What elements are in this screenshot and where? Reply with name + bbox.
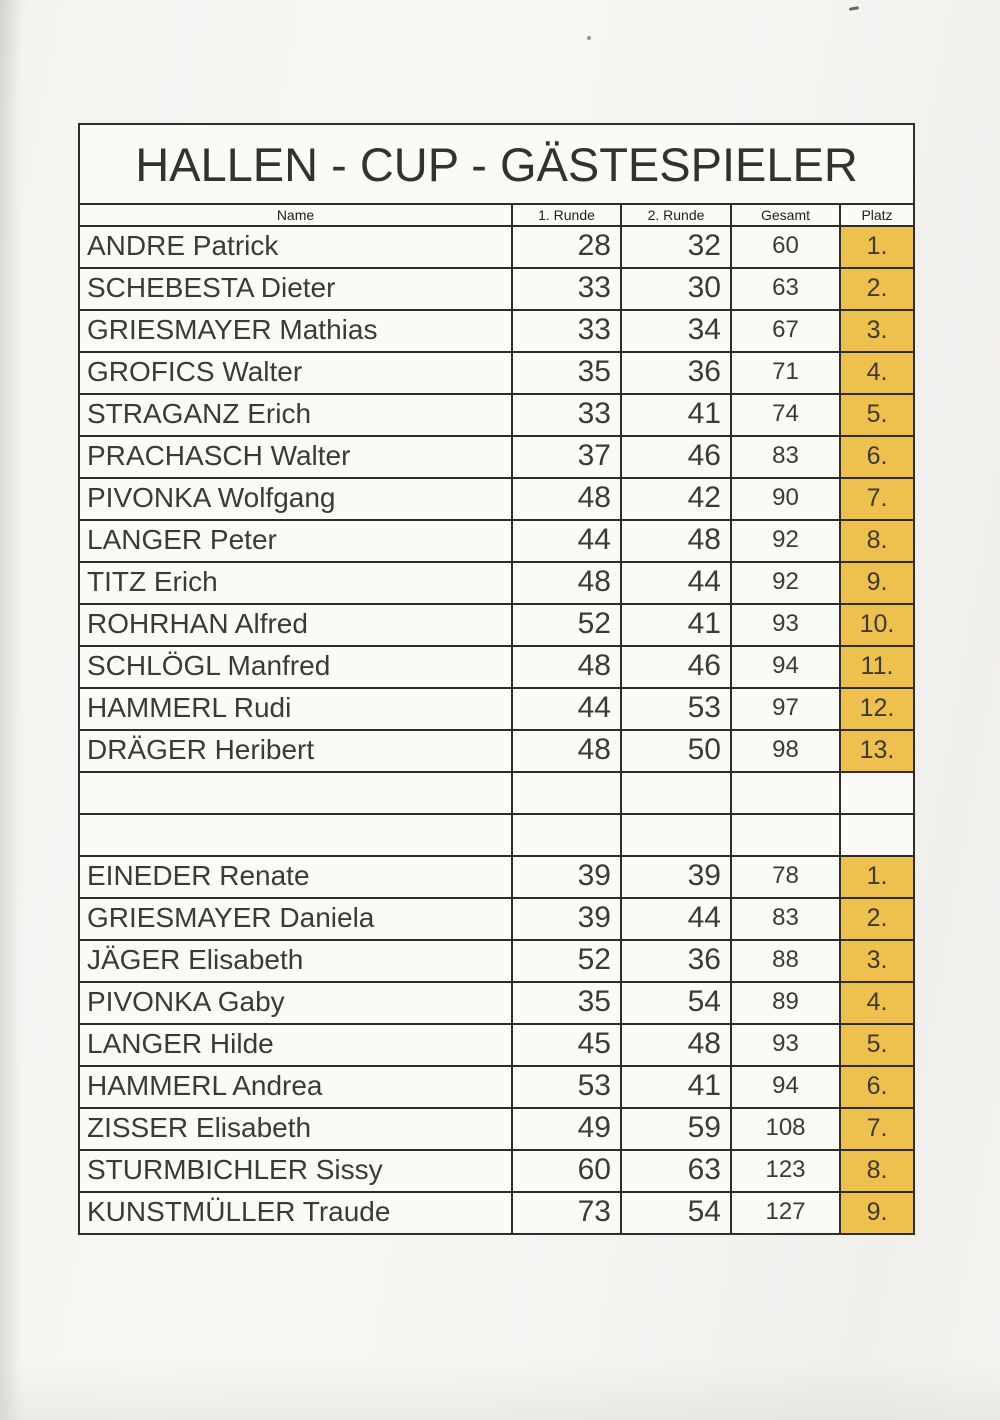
cell-r2: 53 (621, 688, 731, 730)
header-row (79, 204, 914, 226)
cell-total: 74 (731, 394, 840, 436)
column-header-runde2: 2. Runde (621, 204, 731, 226)
cell-r1: 35 (512, 352, 621, 394)
cell-r2: 44 (621, 562, 731, 604)
cell-empty (621, 814, 731, 856)
cell-total: 92 (731, 562, 840, 604)
cell-name: HAMMERL Andrea (79, 1066, 512, 1108)
cell-name: EINEDER Renate (79, 856, 512, 898)
cell-r1: 48 (512, 478, 621, 520)
cell-platz: 9. (840, 562, 914, 604)
cell-total: 127 (731, 1192, 840, 1234)
cell-platz: 6. (840, 436, 914, 478)
table-row (79, 436, 914, 478)
cell-total: 123 (731, 1150, 840, 1192)
cell-r2: 54 (621, 982, 731, 1024)
cell-platz: 12. (840, 688, 914, 730)
cell-name: PIVONKA Gaby (79, 982, 512, 1024)
cell-r2: 54 (621, 1192, 731, 1234)
table-row (79, 898, 914, 940)
cell-total: 90 (731, 478, 840, 520)
cell-r2: 46 (621, 646, 731, 688)
cell-name: SCHLÖGL Manfred (79, 646, 512, 688)
cell-r2: 42 (621, 478, 731, 520)
table-row (79, 982, 914, 1024)
cell-platz: 3. (840, 940, 914, 982)
cell-r1: 73 (512, 1192, 621, 1234)
cell-total: 71 (731, 352, 840, 394)
cell-r1: 33 (512, 394, 621, 436)
cell-total: 108 (731, 1108, 840, 1150)
cell-total: 60 (731, 226, 840, 268)
cell-total: 93 (731, 1024, 840, 1066)
scan-edge-shadow-bottom (0, 1360, 1000, 1420)
table-row (79, 688, 914, 730)
cell-total: 88 (731, 940, 840, 982)
cell-total: 97 (731, 688, 840, 730)
cell-platz: 2. (840, 268, 914, 310)
cell-platz: 10. (840, 604, 914, 646)
cell-platz: 8. (840, 1150, 914, 1192)
table-row (79, 856, 914, 898)
cell-empty (79, 814, 512, 856)
cell-empty (731, 814, 840, 856)
table-row (79, 604, 914, 646)
cell-total: 67 (731, 310, 840, 352)
cell-total: 92 (731, 520, 840, 562)
cell-total: 94 (731, 646, 840, 688)
cell-r2: 46 (621, 436, 731, 478)
cell-empty (512, 814, 621, 856)
cell-r2: 48 (621, 520, 731, 562)
cell-r1: 35 (512, 982, 621, 1024)
cell-name: ROHRHAN Alfred (79, 604, 512, 646)
table-row (79, 562, 914, 604)
group1-section (79, 226, 914, 772)
column-header-platz: Platz (840, 204, 914, 226)
table-head (79, 124, 914, 226)
cell-r2: 36 (621, 352, 731, 394)
table-row (79, 730, 914, 772)
cell-platz: 7. (840, 478, 914, 520)
cell-r2: 39 (621, 856, 731, 898)
cell-r1: 37 (512, 436, 621, 478)
cell-empty (840, 772, 914, 814)
cell-name: DRÄGER Heribert (79, 730, 512, 772)
empty-row (79, 814, 914, 856)
page-title: HALLEN - CUP - GÄSTESPIELER (79, 124, 914, 204)
table-row (79, 1066, 914, 1108)
cell-r2: 44 (621, 898, 731, 940)
cell-platz: 4. (840, 982, 914, 1024)
cell-total: 93 (731, 604, 840, 646)
cell-name: ANDRE Patrick (79, 226, 512, 268)
cell-r1: 44 (512, 688, 621, 730)
cell-empty (512, 772, 621, 814)
cell-r1: 49 (512, 1108, 621, 1150)
table-row (79, 1192, 914, 1234)
table-row (79, 394, 914, 436)
cell-name: STURMBICHLER Sissy (79, 1150, 512, 1192)
empty-row (79, 772, 914, 814)
cell-r2: 41 (621, 604, 731, 646)
cell-platz: 3. (840, 310, 914, 352)
column-header-name: Name (79, 204, 512, 226)
column-header-gesamt: Gesamt (731, 204, 840, 226)
cell-total: 83 (731, 436, 840, 478)
cell-name: GRIESMAYER Daniela (79, 898, 512, 940)
table-row (79, 940, 914, 982)
cell-r2: 48 (621, 1024, 731, 1066)
cell-r1: 28 (512, 226, 621, 268)
table-row (79, 478, 914, 520)
column-header-runde1: 1. Runde (512, 204, 621, 226)
cell-platz: 5. (840, 1024, 914, 1066)
table-row (79, 310, 914, 352)
cell-platz: 4. (840, 352, 914, 394)
cell-r2: 41 (621, 1066, 731, 1108)
cell-name: LANGER Peter (79, 520, 512, 562)
cell-r1: 52 (512, 604, 621, 646)
cell-r1: 39 (512, 898, 621, 940)
cell-name: SCHEBESTA Dieter (79, 268, 512, 310)
cell-r1: 48 (512, 562, 621, 604)
cell-platz: 11. (840, 646, 914, 688)
cell-r1: 44 (512, 520, 621, 562)
cell-r1: 33 (512, 268, 621, 310)
table-row (79, 268, 914, 310)
cell-platz: 1. (840, 856, 914, 898)
cell-r2: 34 (621, 310, 731, 352)
cell-r2: 32 (621, 226, 731, 268)
cell-empty (79, 772, 512, 814)
cell-name: PRACHASCH Walter (79, 436, 512, 478)
cell-r2: 41 (621, 394, 731, 436)
table-row (79, 1108, 914, 1150)
results-table (78, 123, 915, 1235)
cell-total: 94 (731, 1066, 840, 1108)
cell-r2: 30 (621, 268, 731, 310)
cell-platz: 8. (840, 520, 914, 562)
cell-r1: 33 (512, 310, 621, 352)
cell-name: KUNSTMÜLLER Traude (79, 1192, 512, 1234)
cell-r1: 60 (512, 1150, 621, 1192)
cell-r1: 52 (512, 940, 621, 982)
table-row (79, 520, 914, 562)
cell-name: HAMMERL Rudi (79, 688, 512, 730)
cell-total: 89 (731, 982, 840, 1024)
spacer-section (79, 772, 914, 856)
scan-edge-shadow-left (0, 0, 22, 1420)
cell-name: STRAGANZ Erich (79, 394, 512, 436)
cell-name: TITZ Erich (79, 562, 512, 604)
cell-platz: 13. (840, 730, 914, 772)
table-row (79, 646, 914, 688)
table-row (79, 1150, 914, 1192)
cell-total: 78 (731, 856, 840, 898)
cell-platz: 7. (840, 1108, 914, 1150)
group2-section (79, 856, 914, 1234)
cell-r2: 59 (621, 1108, 731, 1150)
cell-total: 83 (731, 898, 840, 940)
cell-name: LANGER Hilde (79, 1024, 512, 1066)
cell-name: PIVONKA Wolfgang (79, 478, 512, 520)
cell-name: JÄGER Elisabeth (79, 940, 512, 982)
cell-empty (731, 772, 840, 814)
cell-platz: 1. (840, 226, 914, 268)
scan-mark-dash (849, 6, 859, 11)
cell-r1: 53 (512, 1066, 621, 1108)
cell-r1: 48 (512, 646, 621, 688)
cell-platz: 2. (840, 898, 914, 940)
cell-name: ZISSER Elisabeth (79, 1108, 512, 1150)
table-row (79, 352, 914, 394)
table-row (79, 226, 914, 268)
cell-name: GROFICS Walter (79, 352, 512, 394)
cell-empty (840, 814, 914, 856)
cell-platz: 9. (840, 1192, 914, 1234)
cell-platz: 5. (840, 394, 914, 436)
title-row (79, 124, 914, 204)
cell-r2: 50 (621, 730, 731, 772)
cell-total: 98 (731, 730, 840, 772)
cell-total: 63 (731, 268, 840, 310)
cell-r2: 36 (621, 940, 731, 982)
cell-r2: 63 (621, 1150, 731, 1192)
cell-r1: 39 (512, 856, 621, 898)
table-row (79, 1024, 914, 1066)
scan-mark-dot (587, 36, 591, 40)
cell-platz: 6. (840, 1066, 914, 1108)
cell-empty (621, 772, 731, 814)
cell-r1: 45 (512, 1024, 621, 1066)
cell-r1: 48 (512, 730, 621, 772)
cell-name: GRIESMAYER Mathias (79, 310, 512, 352)
